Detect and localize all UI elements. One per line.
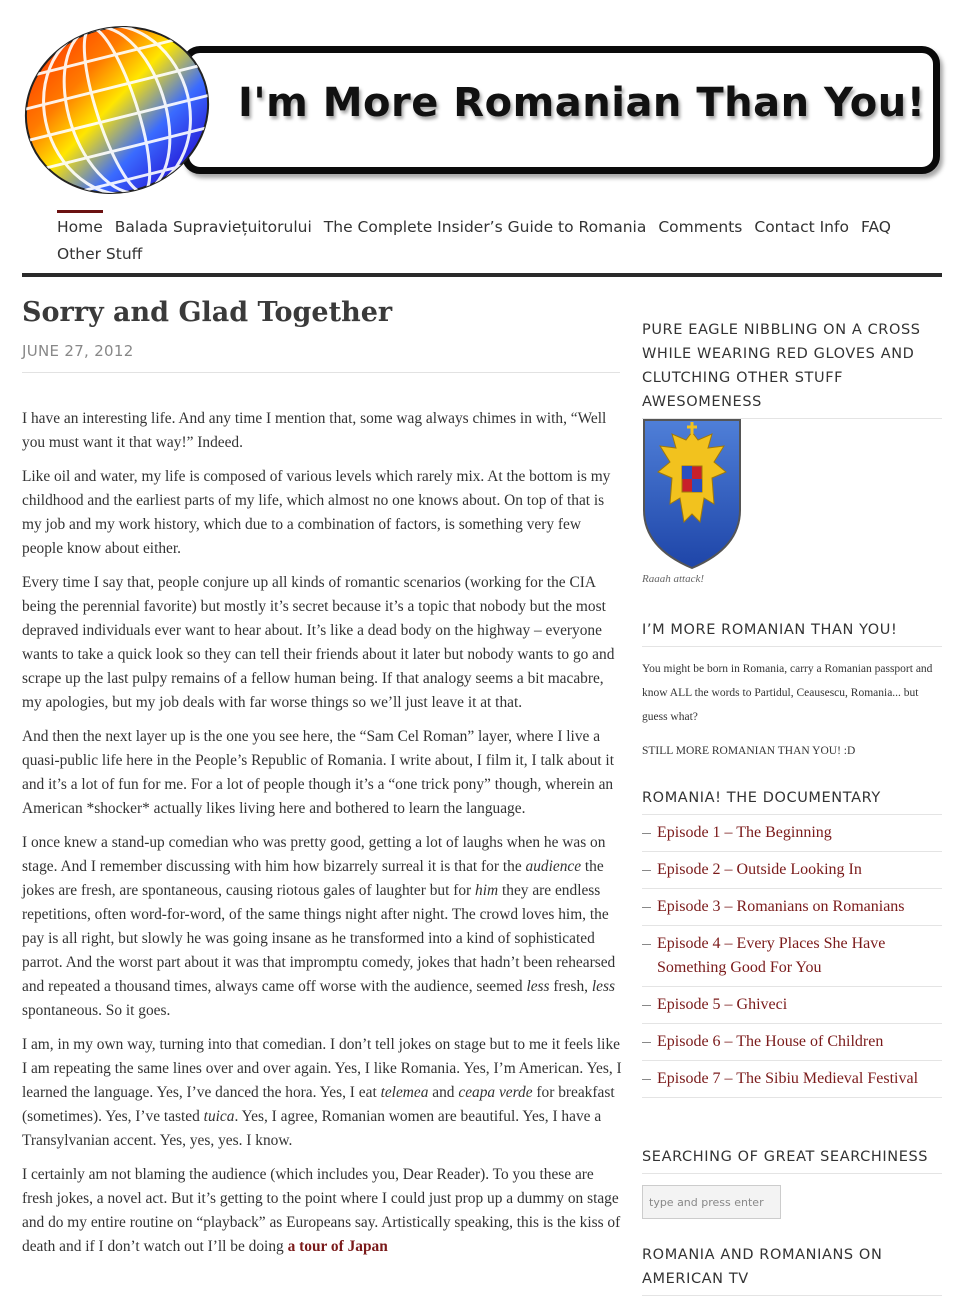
episode-link[interactable]: Episode 5 – Ghiveci (642, 987, 942, 1024)
nav-row (57, 212, 927, 239)
emphasis-text: less (526, 978, 550, 995)
search-input[interactable] (642, 1185, 781, 1219)
episode-link[interactable]: Episode 2 – Outside Looking In (642, 852, 942, 889)
post-divider (22, 372, 620, 373)
site-header (22, 18, 944, 203)
paragraph-text: they are endless repetitions, often word-for-word, of the same things night after night. The crowd loves him, the pay is all right, but slowly he was going insane as he transformed into a kind of sophisticated parrot. And the worst part about it was that impromptu comedy, jokes that hadn’t been rehearsed and repeated a thousand times, always came off worse with the audience, seemed (22, 882, 616, 995)
post-title[interactable]: Sorry and Glad Together (22, 297, 393, 328)
nav-item-other-stuff[interactable]: Other Stuff (57, 245, 143, 263)
paragraph-text: I once knew a stand-up comedian who was pretty good, getting a lot of laughs when he was on stage. And I remember discussing with him how bizarrely surreal it is that for the (22, 834, 606, 875)
globe-logo-icon[interactable] (22, 18, 222, 198)
paragraph-text: I have an interesting life. And any time I mention that, some wag always chimes in with, “Well you must want it that way!” Indeed. (22, 410, 607, 451)
widget-title: I’M MORE ROMANIAN THAN YOU! (642, 618, 942, 647)
paragraph-text: and (428, 1084, 459, 1101)
nav-item-balada-supravie-uitorului[interactable]: Balada Supraviețuitorului (114, 218, 312, 236)
post-paragraph (22, 465, 622, 561)
paragraph-text: I certainly am not blaming the audience (which includes you, Dear Reader). To you these are fresh jokes, a novel act. But it’s getting to the point where I could just prop up a dummy on stage and do my entire routine on “playback” as Europeans say. Artistically speaking, this is the kiss of death and if I don’t watch out I’ll be doing (22, 1166, 621, 1255)
widget-paragraph: STILL MORE ROMANIAN THAN YOU! :D (642, 745, 856, 757)
main-nav (57, 212, 927, 266)
post-paragraph (22, 1033, 622, 1153)
romanian-coat-of-arms-image[interactable] (642, 418, 742, 570)
nav-item-comments[interactable]: Comments (658, 218, 743, 236)
nav-divider (22, 273, 942, 277)
nav-item-contact-info[interactable]: Contact Info (754, 218, 849, 236)
paragraph-text: I am, in my own way, turning into that comedian. I don’t tell jokes on stage but to me it feels like I am repeating the same lines over and over again. Yes, I like Romania. Yes, I’m American. Yes, I learned the language. Yes, I’ve danced the hora. Yes, I eat (22, 1036, 622, 1101)
site-title[interactable]: I'm More Romanian Than You! (238, 80, 926, 126)
widget-title: ROMANIA! THE DOCUMENTARY (642, 786, 942, 815)
paragraph-text: . Yes, I agree, Romanian women are beautiful. Yes, I have a Transylvanian accent. Yes, yes, yes. I know. (22, 1108, 602, 1149)
episode-link[interactable]: Episode 7 – The Sibiu Medieval Festival (642, 1061, 942, 1098)
nav-item-faq[interactable]: FAQ (860, 218, 891, 236)
post-body (22, 407, 622, 1269)
paragraph-text: spontaneous. So it goes. (22, 1002, 171, 1019)
episode-list (642, 815, 942, 1098)
post-paragraph (22, 1163, 622, 1259)
paragraph-text: Every time I say that, people conjure up all kinds of romantic scenarios (working for the CIA being the perennial favorite) but mostly it’s secret because it’s a topic that nobody but the most depraved individuals ever want to hear about. It’s like a dead body on the highway – everyone wants to take a quick look so they can tell their friends about it later but nobody wants to go and scrape up the last pulpy remains of a fellow human being. If that analogy seems a bit macabre, my apologies, but my job deals with far worse things so we’ll just leave it at that. (22, 574, 615, 711)
post-link[interactable]: a tour of Japan (287, 1238, 388, 1255)
image-caption: Raaah attack! (642, 573, 705, 585)
paragraph-text: for breakfast (sometimes). Yes, I’ve tasted (22, 1084, 615, 1125)
widget-title: ROMANIA AND ROMANIANS ON AMERICAN TV (642, 1243, 942, 1296)
emphasis-text: tuica (203, 1108, 235, 1125)
emphasis-text: telemea (380, 1084, 429, 1101)
post-paragraph (22, 571, 622, 715)
post-date: JUNE 27, 2012 (22, 342, 134, 360)
nav-item-the-complete-insider-s-guide-to-romania[interactable]: The Complete Insider’s Guide to Romania (323, 218, 647, 236)
episode-link[interactable]: Episode 4 – Every Places She Have Something Good For You (642, 926, 942, 987)
emphasis-text: audience (525, 858, 582, 875)
paragraph-text: fresh, (549, 978, 592, 995)
widget-search (642, 1145, 942, 1174)
paragraph-text: Like oil and water, my life is composed of various levels which rarely mix. At the bottom is my childhood and the earliest parts of my life, which almost no one knows about. On top of that is my job and my work history, which due to a combination of factors, is something very few people know about either. (22, 468, 611, 557)
paragraph-text: the jokes are fresh, are spontaneous, causing riotous gales of laughter but for (22, 858, 604, 899)
widget-documentary (642, 786, 942, 1098)
post-paragraph (22, 725, 622, 821)
post-paragraph (22, 831, 622, 1023)
widget-title: PURE EAGLE NIBBLING ON A CROSS WHILE WEARING RED GLOVES AND CLUTCHING OTHER STUFF AWESOMENESS (642, 318, 942, 419)
widget-american-tv (642, 1243, 942, 1296)
nav-item-home[interactable]: Home (57, 212, 103, 239)
widget-eagle (642, 318, 942, 419)
nav-row (57, 239, 927, 266)
episode-link[interactable]: Episode 3 – Romanians on Romanians (642, 889, 942, 926)
emphasis-text: ceapa verde (458, 1084, 533, 1101)
episode-link[interactable]: Episode 1 – The Beginning (642, 815, 942, 852)
emphasis-text: him (475, 882, 499, 899)
widget-text (642, 657, 942, 763)
widget-paragraph: You might be born in Romania, carry a Romanian passport and know ALL the words to Partidul, Ceausescu, Romania... but guess what? (642, 663, 933, 723)
episode-link[interactable]: Episode 6 – The House of Children (642, 1024, 942, 1061)
widget-title: SEARCHING OF GREAT SEARCHINESS (642, 1145, 942, 1174)
post-paragraph (22, 407, 622, 455)
emphasis-text: less (591, 978, 615, 995)
paragraph-text: And then the next layer up is the one you see here, the “Sam Cel Roman” layer, where I live a quasi-public life here in the People’s Republic of Romania. I write about, I film it, I talk about it and it’s a lot of fun for me. For a lot of people though it’s a “one trick pony” though, wherein an American *shocker* actually likes living here and bothered to learn the language. (22, 728, 614, 817)
widget-about (642, 618, 942, 773)
